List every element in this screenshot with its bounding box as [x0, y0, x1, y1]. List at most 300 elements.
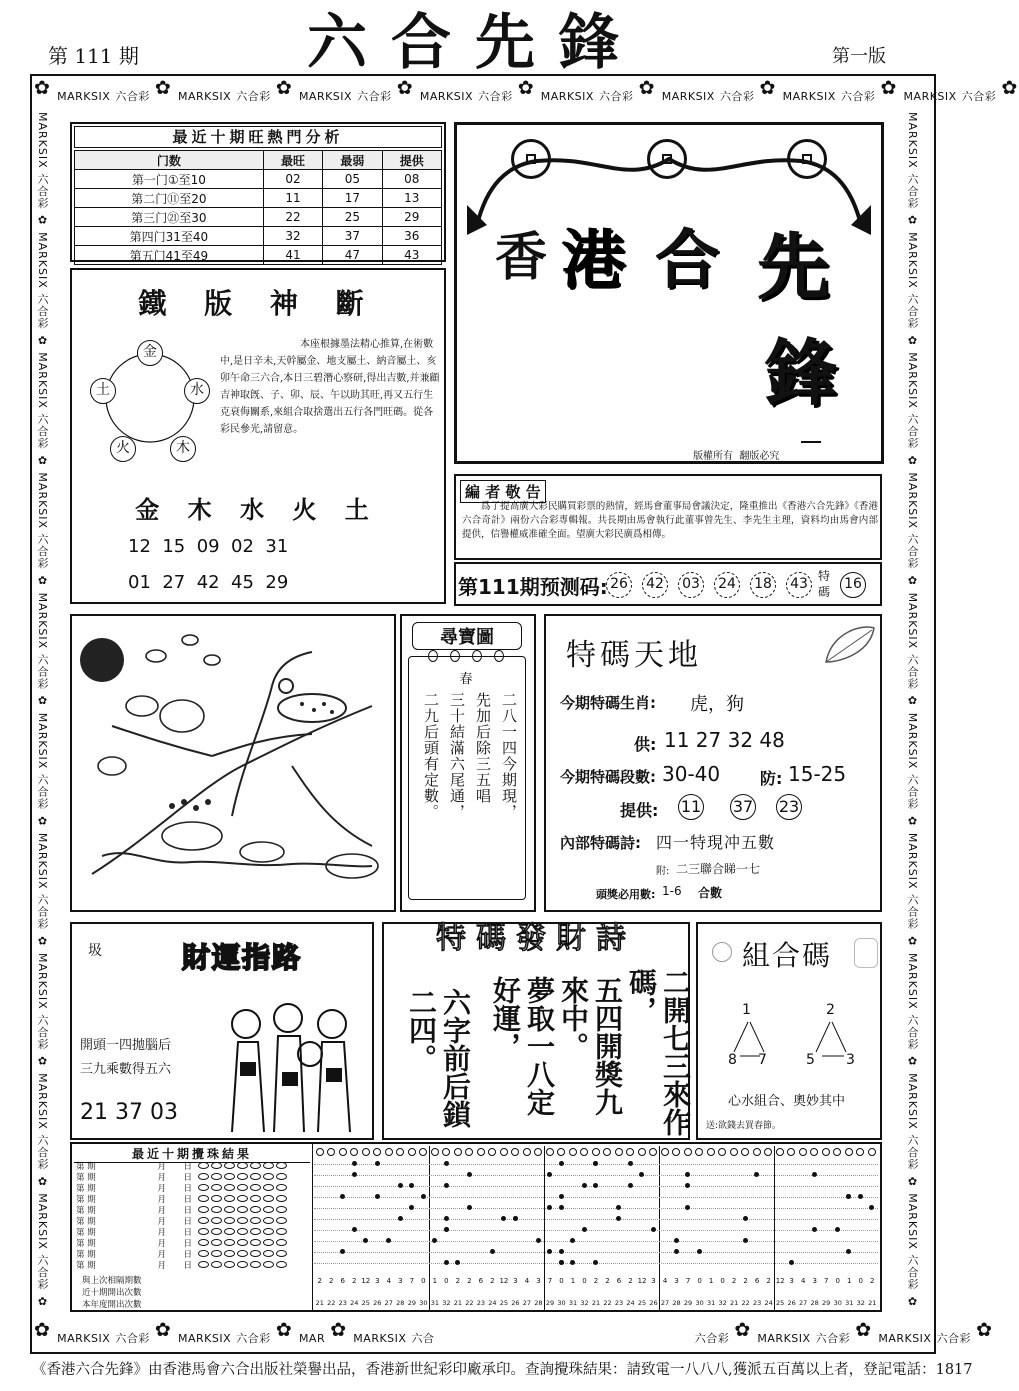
brand-text: MARKSIX	[353, 1332, 407, 1345]
brand-cn-text: 六合彩	[36, 293, 49, 330]
ball-slot	[211, 1239, 222, 1246]
number-cell: 24	[350, 1299, 359, 1307]
tigong-number: 23	[776, 794, 802, 820]
day-label: 日	[183, 1217, 192, 1227]
result-dot	[363, 1238, 368, 1243]
result-dot	[444, 1183, 449, 1188]
brand-cn-text: 六合彩	[36, 1014, 49, 1051]
brand-cn-text: 六合彩	[36, 653, 49, 690]
painting-panel	[70, 614, 396, 912]
day-label: 日	[183, 1195, 192, 1205]
five-elements-row: 金 木 水 火 土	[135, 495, 379, 524]
prediction-number: 18	[750, 572, 776, 598]
number-line-1: 12 15 09 02 31	[128, 536, 289, 557]
month-label: 月	[157, 1184, 166, 1194]
ball-slot	[198, 1173, 209, 1180]
tiebanshenduan-text: 本座根據墨法精心推算,在術數中,是日辛未,天幹屬金、地支屬土、納音屬土、亥卯午命三六合,本日三碧潛心察研,得出吉數,并兼顧吉神取旣、子、卯、辰、午以助其旺,再又五行生克衰侮關系,來組合取捨選出五行各門旺碼。從各彩民參光,請留意。	[220, 339, 440, 435]
row-guide	[314, 1197, 878, 1198]
hot-analysis-title: 最近十期旺熱門分析	[74, 126, 442, 148]
brand-text: MARKSIX	[906, 712, 919, 770]
flower-icon	[734, 1324, 752, 1342]
count-cell: 3	[536, 1277, 541, 1285]
column-header-circle	[408, 1148, 416, 1156]
count-cell: 2	[766, 1277, 771, 1285]
bottom-brand-strip	[34, 1324, 972, 1350]
result-row	[76, 1250, 308, 1261]
table-cell: 29	[382, 208, 441, 227]
result-dot	[559, 1205, 564, 1210]
number-cell: 28	[810, 1299, 819, 1307]
brand-cn-text: 六合彩	[906, 773, 919, 810]
ball-slot	[276, 1239, 287, 1246]
period-label: 第 期	[76, 1195, 96, 1205]
day-label: 日	[183, 1184, 192, 1194]
brand-cn-text: 六合彩	[906, 173, 919, 210]
ball-slot	[237, 1184, 248, 1191]
number-cell: 22	[741, 1299, 750, 1307]
count-cell: 2	[455, 1277, 461, 1285]
table-cell: 第一门①至10	[75, 170, 264, 189]
poem-column: 五四開獎九來中。	[557, 976, 624, 1116]
element-metal: 金	[137, 340, 163, 366]
tree2-lines	[808, 1020, 854, 1056]
footer-row: 與上次相隔期數	[82, 1276, 142, 1286]
brand-cn-text: 六合彩	[906, 533, 919, 570]
count-cell: 4	[800, 1277, 806, 1285]
result-dot	[444, 1260, 449, 1265]
brand-text: MARKSIX	[57, 90, 111, 103]
results-title: 最近十期攪珠結果	[74, 1145, 310, 1163]
prediction-number: 24	[714, 572, 740, 598]
count-cell: 3	[398, 1277, 403, 1285]
column-header-circle	[868, 1148, 876, 1156]
count-cell: 2	[870, 1277, 875, 1285]
result-dot	[812, 1172, 817, 1177]
gong-value: 11 27 32 48	[664, 728, 785, 752]
day-label: 日	[183, 1261, 192, 1271]
issue-number: 第 111 期	[48, 44, 139, 68]
result-dot	[582, 1183, 587, 1188]
prediction-number: 42	[642, 572, 668, 598]
number-cell: 28	[534, 1299, 543, 1307]
brand-cn-text: 六合彩	[906, 413, 919, 450]
result-dot	[559, 1161, 564, 1166]
result-dot	[869, 1205, 874, 1210]
editor-note-title: 編 者 敬 告	[460, 480, 546, 503]
flower-icon	[155, 1324, 173, 1342]
count-cell: 4	[662, 1277, 668, 1285]
column-header-circle	[730, 1148, 738, 1156]
flower-icon	[760, 82, 778, 100]
result-dot	[846, 1194, 851, 1199]
number-cell: 31	[845, 1299, 854, 1307]
brand-text: MARKSIX	[906, 232, 919, 289]
period-label: 第 期	[76, 1173, 96, 1183]
ball-slot	[250, 1250, 261, 1257]
day-label: 日	[183, 1162, 192, 1172]
brand-text: MARKSIX	[903, 90, 957, 103]
ball-slot	[250, 1173, 261, 1180]
logo-char: 鋒	[765, 330, 838, 415]
number-cell: 31	[706, 1299, 716, 1307]
newspaper-title: 六合先鋒	[307, 8, 643, 78]
tiebanshenduan-title: 鐵 版 神 斷	[138, 287, 378, 320]
column-header-circle	[649, 1148, 657, 1156]
column-header-circle	[626, 1148, 634, 1156]
caiyun-title: 財運指路	[182, 941, 303, 974]
brand-text: MARKSIX	[757, 1332, 811, 1345]
ball-slot	[276, 1261, 287, 1268]
combo-title: 組合碼	[742, 939, 833, 972]
logo-left-char: 香	[495, 227, 548, 288]
result-dot	[835, 1227, 840, 1232]
column-header-circle	[477, 1148, 485, 1156]
column-header-circle	[741, 1148, 749, 1156]
column-header-circle	[603, 1148, 611, 1156]
number-cell: 26	[787, 1299, 796, 1307]
number-cell: 25	[637, 1299, 647, 1307]
tigong-number: 11	[678, 794, 704, 820]
column-header-circle	[546, 1148, 554, 1156]
editor-note-panel	[454, 474, 882, 560]
result-dot	[616, 1205, 621, 1210]
ball-slot	[237, 1250, 248, 1257]
ball-slot	[250, 1184, 261, 1191]
result-dot	[593, 1183, 598, 1188]
flower-icon	[397, 82, 415, 100]
brand-cn-text: 六合彩	[36, 773, 49, 810]
number-cell: 31	[568, 1299, 578, 1307]
ball-slot	[211, 1162, 222, 1169]
column-header-circle	[362, 1148, 370, 1156]
period-label: 第 期	[76, 1239, 96, 1249]
column-header-circle	[454, 1148, 462, 1156]
result-dot	[559, 1249, 564, 1254]
ball-slot	[237, 1206, 248, 1213]
caiyun-line: 開頭一四拋腦后	[80, 1038, 172, 1053]
brand-text: MARKSIX	[36, 592, 49, 650]
brand-text: MARKSIX	[298, 90, 353, 103]
number-cell: 21	[868, 1299, 877, 1307]
column-header-circle	[672, 1148, 680, 1156]
result-dot	[513, 1216, 518, 1221]
brand-text: MARKSIX	[178, 90, 232, 103]
ball-slot	[276, 1206, 287, 1213]
column-header-circle	[810, 1148, 818, 1156]
ball-slot	[198, 1195, 209, 1202]
poem-column: 二開七三來作碼，	[625, 968, 692, 1136]
col-header: 最弱	[323, 151, 382, 170]
column-header-circle	[707, 1148, 715, 1156]
table-cell: 43	[382, 246, 441, 265]
table-cell: 第五门41至49	[75, 246, 264, 265]
ball-slot	[224, 1173, 235, 1180]
count-cell: 2	[593, 1277, 599, 1285]
number-cell: 27	[799, 1299, 808, 1307]
fu-value: 二三聯合睇一七	[676, 862, 761, 876]
table-cell: 47	[323, 246, 382, 265]
result-dot	[409, 1205, 414, 1210]
result-dot	[697, 1249, 702, 1254]
brand-cn-text: 六合彩	[936, 1332, 972, 1345]
brand-cn-text: 六合彩	[961, 90, 997, 103]
table-cell: 25	[323, 208, 382, 227]
count-cell: 0	[697, 1277, 702, 1285]
result-dot	[375, 1194, 380, 1199]
ball-slot	[211, 1250, 222, 1257]
table-cell: 05	[323, 170, 382, 189]
brand-cn-text: 六合彩	[478, 90, 513, 103]
editor-note-body: 爲了提高廣大彩民購買彩票的熱情，經馬會董事局會議決定，隆重推出《香港六合先鋒》《香港六合奇計》兩份六合彩專輯報。共長期由馬會執行此董事曾先生、李先生主理，資料均由馬會内部提供，信譽權威准確全面。望廣大彩民廣爲相傳。	[462, 501, 878, 540]
ball-slot	[198, 1261, 209, 1268]
ball-slot	[237, 1162, 248, 1169]
poem-column: 六字前后鎖二四。	[405, 988, 472, 1128]
tree1-top: 1	[742, 1002, 751, 1018]
number-cell: 21	[453, 1299, 462, 1307]
number-cell: 29	[545, 1299, 555, 1307]
result-dot	[444, 1227, 449, 1232]
result-dot	[789, 1260, 794, 1265]
range-value: 30-40	[662, 762, 721, 786]
result-dot	[501, 1216, 506, 1221]
column-header-circle	[718, 1148, 726, 1156]
number-cell: 27	[522, 1299, 532, 1307]
number-cell: 29	[822, 1299, 831, 1307]
number-line-2: 01 27 42 45 29	[128, 572, 289, 593]
caiyun-panel	[70, 922, 374, 1140]
column-header-circle	[557, 1148, 565, 1156]
column-header-circle	[316, 1148, 324, 1156]
month-label: 月	[157, 1250, 166, 1260]
count-cell: 2	[329, 1277, 334, 1285]
flower-icon	[976, 1324, 994, 1342]
result-dot	[559, 1194, 564, 1199]
brand-cn-text: 六合彩	[906, 1014, 919, 1051]
number-cell: 26	[511, 1299, 520, 1307]
brand-text: MARKSIX	[906, 592, 919, 650]
result-dot	[674, 1238, 679, 1243]
month-label: 月	[157, 1206, 166, 1216]
month-label: 月	[157, 1162, 166, 1172]
flower-icon	[855, 1324, 873, 1342]
left-divider	[312, 1144, 313, 1310]
number-cell: 30	[419, 1299, 428, 1307]
ball-slot	[237, 1228, 248, 1235]
count-cell: 0	[582, 1277, 587, 1285]
poem-label: 內部特碼詩:	[560, 834, 641, 852]
result-row	[76, 1217, 308, 1228]
result-dot	[547, 1205, 552, 1210]
result-dot	[398, 1216, 403, 1221]
ball-slot	[263, 1261, 274, 1268]
special-code-panel	[544, 614, 882, 912]
number-cell: 30	[695, 1299, 704, 1307]
brand-text: MARKSIX	[178, 1332, 232, 1345]
count-cell: 0	[858, 1277, 863, 1285]
number-cell: 32	[580, 1299, 589, 1307]
result-dot	[570, 1260, 575, 1265]
result-dot	[858, 1194, 863, 1199]
number-cell: 32	[442, 1299, 451, 1307]
flower-icon	[34, 82, 52, 100]
ball-slot	[211, 1173, 222, 1180]
brand-text: MARKSIX	[906, 112, 919, 169]
brand-text: MARKSIX	[36, 952, 49, 1010]
period-label: 第 期	[76, 1250, 96, 1260]
column-header-circle	[856, 1148, 864, 1156]
result-row	[76, 1173, 308, 1184]
ball-slot	[237, 1173, 248, 1180]
count-cell: 0	[421, 1277, 426, 1285]
column-header-circle	[523, 1148, 531, 1156]
ball-slot	[263, 1217, 274, 1224]
brand-text: MARKSIX	[906, 952, 919, 1010]
column-header-circle	[787, 1148, 795, 1156]
result-dot	[570, 1238, 575, 1243]
result-dot	[582, 1227, 587, 1232]
result-row	[76, 1228, 308, 1239]
brand-cn-text: 六合彩	[357, 90, 392, 103]
brand-cn-text: 六合彩	[115, 90, 150, 103]
ball-slot	[211, 1195, 222, 1202]
brand-text: MARKSIX	[36, 472, 49, 530]
day-label: 日	[183, 1250, 192, 1260]
number-cell: 23	[338, 1299, 347, 1307]
number-cell: 31	[430, 1299, 439, 1307]
element-fire: 火	[110, 436, 136, 462]
result-dot	[846, 1249, 851, 1254]
brand-text: MARKSIX	[36, 712, 49, 770]
count-cell: 0	[835, 1277, 840, 1285]
column-header-circle	[638, 1148, 646, 1156]
count-cell: 3	[651, 1277, 656, 1285]
number-cell: 32	[856, 1299, 865, 1307]
ball-slot	[224, 1184, 235, 1191]
period-label: 第 期	[76, 1184, 96, 1194]
brand-text: MARKSIX	[36, 352, 49, 409]
flower-icon	[34, 1324, 52, 1342]
head-suffix: 合數	[698, 886, 723, 900]
brand-text: MARKSIX	[906, 472, 919, 530]
prediction-number: 43	[786, 572, 812, 598]
poem-title: 特碼發財詩	[436, 921, 636, 956]
count-cell: 2	[743, 1277, 748, 1285]
brand-cn-text: 六合彩	[36, 413, 49, 450]
count-cell: 3	[789, 1277, 794, 1285]
tree2-left: 5	[806, 1052, 815, 1068]
count-cell: 2	[352, 1277, 357, 1285]
number-cell: 27	[660, 1299, 670, 1307]
count-cell: 1	[432, 1277, 438, 1285]
brand-cn-text: 六合彩	[115, 1332, 150, 1345]
logo-char: 先	[757, 224, 830, 309]
gong-label: 供:	[634, 735, 657, 754]
count-cell: 1	[570, 1277, 576, 1285]
brand-cn-text: 六合彩	[840, 90, 876, 103]
table-cell: 第二门⑪至20	[75, 189, 264, 208]
brand-text: MARKSIX	[906, 832, 919, 890]
period-label: 第 期	[76, 1217, 96, 1227]
flower-icon	[518, 82, 536, 100]
ball-slot	[263, 1239, 274, 1246]
row-guide	[314, 1175, 878, 1176]
ball-slot	[224, 1250, 235, 1257]
result-dot	[651, 1227, 656, 1232]
table-cell: 08	[382, 170, 441, 189]
result-dot	[352, 1161, 357, 1166]
result-dot	[352, 1172, 357, 1177]
combo-caption: 心水組合、奧妙其中	[728, 1094, 846, 1109]
column-header-circle	[350, 1148, 358, 1156]
treasure-title: 尋寶圖	[412, 622, 522, 650]
column-header-circle	[845, 1148, 853, 1156]
period-label: 第 期	[76, 1162, 96, 1172]
ball-slot	[263, 1184, 274, 1191]
number-cell: 24	[626, 1299, 635, 1307]
count-cell: 12	[775, 1277, 785, 1285]
ball-slot	[224, 1162, 235, 1169]
ball-slot	[211, 1261, 222, 1268]
tigong-label: 提供:	[620, 801, 659, 820]
number-cell: 28	[672, 1299, 681, 1307]
result-dot	[754, 1172, 759, 1177]
column-header-circle	[385, 1148, 393, 1156]
ring-icon	[472, 650, 482, 662]
ball-slot	[211, 1228, 222, 1235]
ball-slot	[198, 1162, 209, 1169]
count-cell: 2	[490, 1277, 495, 1285]
count-cell: 6	[754, 1277, 760, 1285]
column-header-circle	[465, 1148, 473, 1156]
column-header-circle	[799, 1148, 807, 1156]
count-cell: 12	[361, 1277, 371, 1285]
prediction-label: 第111期预测码:	[458, 575, 608, 599]
result-dot	[639, 1172, 644, 1177]
column-header-circle	[615, 1148, 623, 1156]
brand-text: MARKSIX	[782, 90, 836, 103]
number-cell: 27	[384, 1299, 393, 1307]
caiyun-line: 三九乘數得五六	[80, 1062, 172, 1077]
tree2-top: 2	[826, 1002, 835, 1018]
day-label: 日	[183, 1206, 192, 1216]
month-label: 月	[157, 1195, 166, 1205]
brand-cn-text: 六合彩	[906, 893, 919, 930]
result-row	[76, 1239, 308, 1250]
table-cell: 02	[263, 170, 322, 189]
ball-slot	[263, 1228, 274, 1235]
hot-analysis-table	[74, 150, 442, 265]
number-cell: 25	[776, 1299, 785, 1307]
ball-slot	[211, 1217, 222, 1224]
count-cell: 6	[340, 1277, 345, 1285]
result-dot	[340, 1194, 345, 1199]
ring-icon	[428, 650, 438, 662]
column-header-circle	[500, 1148, 508, 1156]
ball-slot	[276, 1173, 287, 1180]
count-cell: 2	[731, 1277, 737, 1285]
table-cell: 第三门㉑至30	[75, 208, 264, 227]
ball-slot	[250, 1217, 261, 1224]
result-dot	[421, 1194, 426, 1199]
ball-slot	[237, 1195, 248, 1202]
leaf-icon	[822, 622, 878, 666]
ball-slot	[250, 1206, 261, 1213]
brand-cn-text: 六合彩	[36, 893, 49, 930]
tiebanshenduan-panel	[70, 268, 446, 604]
flower-icon	[639, 82, 657, 100]
number-cell: 21	[591, 1299, 601, 1307]
combo-panel	[696, 922, 882, 1140]
